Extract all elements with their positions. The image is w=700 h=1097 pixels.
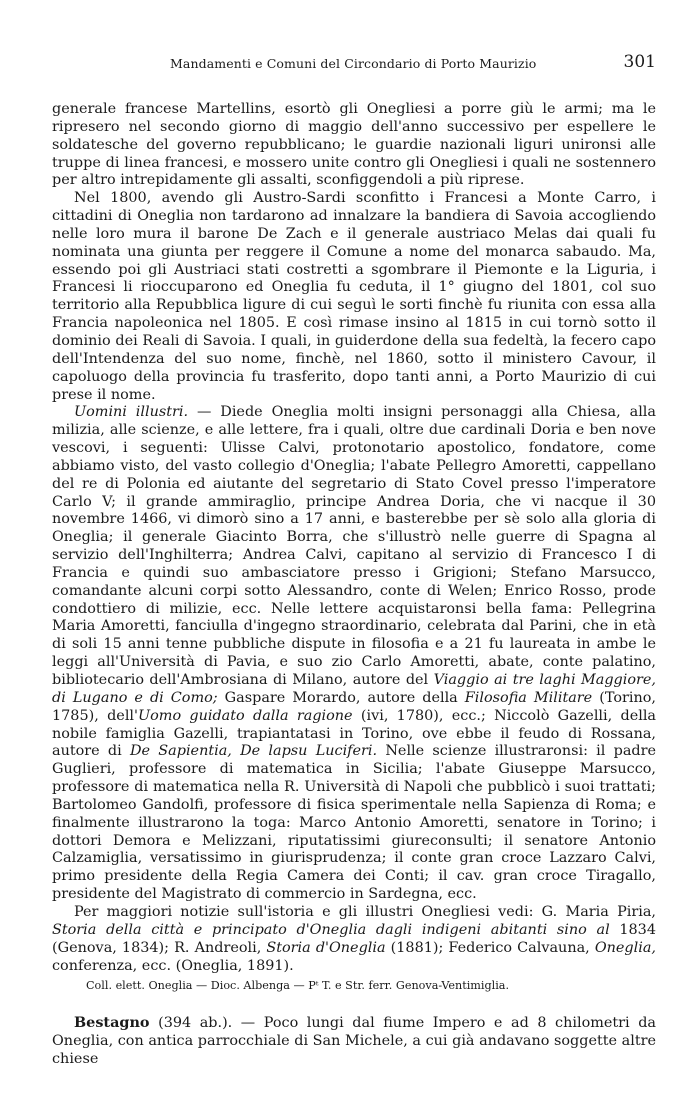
italic-title: Storia della città e principato d'Oneglia dagli indigeni abitanti sino al <box>52 921 610 938</box>
page-body <box>52 101 656 1069</box>
paragraph-bestagno <box>52 1014 656 1069</box>
text-span: (1881); Federico Calvauna, <box>385 939 595 956</box>
paragraph-2: Nel 1800, avendo gli Austro-Sardi sconfitto i Francesi a Monte Carro, i cittadini di Oneglia non tardarono ad innalzare la bandiera di Savoia accogliendo nelle loro mura il barone De Zach e il generale austriaco Melas dai quali fu nominata una giunta per reggere il Comune a nome del monarca sabaudo. Ma, essendo poi gli Austriaci stati costretti a sgombrare il Piemonte e la Liguria, i Francesi li rioccuparono ed Oneglia fu ceduta, il 1° giugno del 1801, col suo territorio alla Repubblica ligure di cui seguì le sorti finchè fu riunita con essa alla Francia napoleonica nel 1805. E così rimase insino al 1815 in cui tornò sotto il dominio dei Reali di Savoia. I quali, in guiderdone della sua fedeltà, la fecero capo dell'Intendenza del suo nome, finchè, nel 1860, sotto il ministero Cavour, il capoluogo della provincia fu trasferito, dopo tanti anni, a Porto Maurizio di cui prese il nome. <box>52 190 656 403</box>
running-title: Mandamenti e Comuni del Circondario di Porto Maurizio <box>170 56 537 71</box>
administrative-note: Coll. elett. Oneglia — Dioc. Albenga — Pᵗ T. e Str. ferr. Genova-Ventimiglia. <box>86 979 510 993</box>
text-span: (394 ab.). — Poco lungi dal fiume Impero e ad 8 chilometri da Oneglia, con antica parrocchiale di San Michele, a cui già andavano soggette altre chiese <box>52 1015 656 1068</box>
text-span: Nelle scienze illustraronsi: il padre Guglieri, professore di matematica in Sicilia; l'abate Giuseppe Marsucco, professore di matematica nella R. Università di Napoli che pubblicò i suoi trattati; Bartolomeo Gandolfi, professore di fisica sperimentale nella Sapienza di Roma; e finalmente illustrarono la toga: Marco Antonio Amoretti, senatore in Torino; i dottori Demora e Melizzani, riputatissimi giureconsulti; il senatore Antonio Calzamiglia, versatissimo in giurisprudenza; il conte gran croce Lazzaro Calvi, primo presidente della Regia Camera dei Conti; il cav. gran croce Tiragallo, presidente del Magistrato di commercio in Sardegna, ecc. <box>52 743 657 903</box>
text-span: — Diede Oneglia molti insigni personaggi alla Chiesa, alla milizia, alle scienze, e alle lettere, fra i quali, oltre due cardinali Doria e ben nove vescovi, i seguenti: Ulisse Calvi, protonotario apostolico, fondatore, come abbiamo visto, del vasto collegio d'Oneglia; l'abate Pellegro Amoretti, cappellano del re di Polonia ed aiutante del segretario di Stato Covel presso l'imperatore Carlo V; il grande ammiraglio, principe Andrea Doria, che vi nacque il 30 novembre 1466, vi dimorò sino a 17 anni, e basterebbe per sè solo alla gloria di Oneglia; il generale Giacinto Borra, che s'illustrò nelle guerre di Spagna al servizio dell'Inghilterra; Andrea Calvi, capitano al servizio di Francesco I di Francia e quindi suo ambasciatore presso i Grigioni; Stefano Marsucco, comandante alcuni corpi sotto Alessandro, conte di Welen; Enrico Rosso, prode condottiero di milizie, ecc. Nelle lettere acquistaronsi bella fama: Pellegrina Maria Amoretti, fanciulla d'ingegno straordinario, celebrata dal Parini, che in età di soli 15 anni tenne pubbliche dispute in filosofia e a 21 fu laureata in ambe le leggi all'Università di Pavia, e suo zio Carlo Amoretti, abate, conte palatino, bibliotecario dell'Ambrosiana di Milano, autore del <box>52 404 656 688</box>
text-span: (Torino, 1785), dell' <box>52 689 656 724</box>
page-number: 301 <box>623 52 656 72</box>
paragraph-bibliography <box>52 904 656 975</box>
section-lead-uomini-illustri: Uomini illustri. <box>74 404 189 421</box>
italic-title: Uomo guidato dalla ragione <box>138 707 353 724</box>
italic-title: Oneglia, <box>594 939 656 956</box>
running-head <box>52 52 656 76</box>
paragraph-1: generale francese Martellins, esortò gli Onegliesi a porre giù le armi; ma le ripresero nel secondo giorno di maggio dell'anno successivo per espellere le soldatesche del governo repubblicano; le guardie nazionali liguri unironsi alle truppe di linea francesi, e mossero unite contro gli Onegliesi i quali ne sostennero per altro intrepidamente gli assalti, sconfiggendoli a più riprese. <box>52 101 656 189</box>
text-span: Per maggiori notizie sull'istoria e gli illustri Onegliesi vedi: G. Maria Piria, <box>74 903 656 920</box>
text-span: 1834 (Genova, 1834); R. Andreoli, <box>52 921 656 956</box>
italic-title: De Sapientia, De lapsu Luciferi. <box>130 743 378 760</box>
italic-title: Filosofia Militare <box>464 689 593 706</box>
text-span: Gaspare Morardo, autore della <box>217 689 465 706</box>
italic-title: Viaggio ai tre laghi Maggiore, di Lugano e di Como; <box>52 672 656 706</box>
paragraph-uomini-illustri <box>52 404 656 904</box>
text-span: conferenza, ecc. (Oneglia, 1891). <box>52 957 294 974</box>
text-span: (ivi, 1780), ecc.; Niccolò Gazelli, della nobile famiglia Gazelli, trapiantatasi in Torino, ove ebbe il feudo di Rossana, autore di <box>52 707 656 760</box>
entry-heading-bestagno: Bestagno <box>74 1014 150 1032</box>
italic-title: Storia d'Oneglia <box>266 939 386 956</box>
